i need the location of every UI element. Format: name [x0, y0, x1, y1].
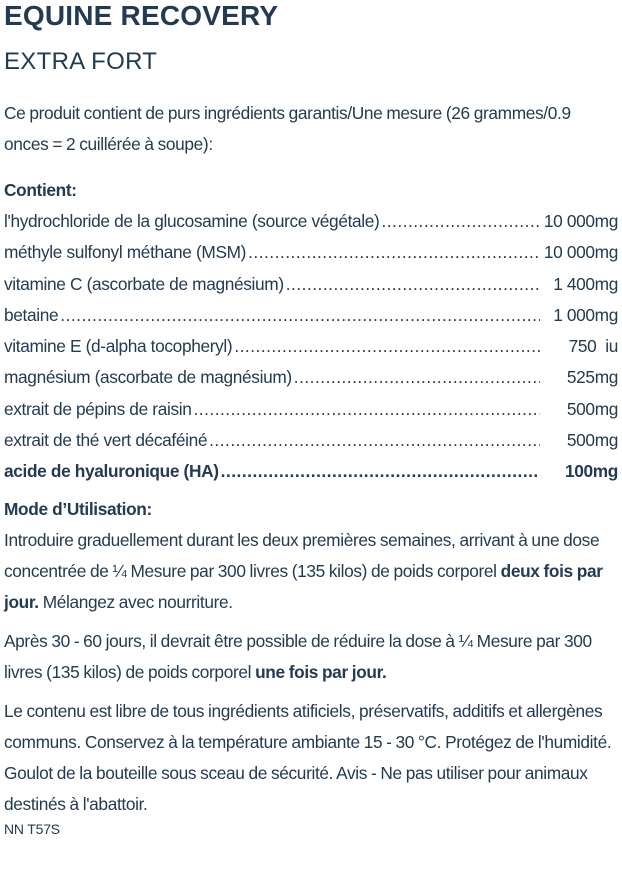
ingredient-row — [4, 425, 618, 456]
ingredient-amount: 500mg — [566, 398, 618, 419]
label-panel — [4, 0, 618, 838]
usage-heading: Mode d’Utilisation: — [4, 498, 152, 519]
ingredient-row — [4, 331, 618, 362]
ingredient-amount: 10 000mg — [543, 242, 618, 263]
leader-dots — [234, 331, 540, 362]
contents-heading: Contient: — [4, 180, 77, 200]
ingredient-row — [4, 237, 618, 268]
ingredient-name: l'hydrochloride de la glucosamine (source végétale) — [4, 211, 380, 231]
ingredient-amount: 100mg — [564, 461, 618, 482]
leader-dots — [221, 456, 540, 487]
leader-dots — [248, 237, 540, 268]
ingredient-name: magnésium (ascorbate de magnésium) — [4, 367, 292, 388]
usage-paragraph-3: Le contenu est libre de tous ingrédients atificiels, préservatifs, additifs et allergènes communs. Conservez à la température ambiante 15 - 30 °C. Protégez de l'humidité. Goulot de la bouteille sous sceau de sécurité. Avis - Ne pas utiliser pour animaux destinés à l'abattoir. — [4, 700, 612, 814]
ingredient-amount: 1 000mg — [553, 304, 618, 325]
usage-maintenance-frequency: une fois par jour. — [255, 661, 387, 682]
ingredient-name: vitamine C (ascorbate de magnésium) — [4, 273, 284, 294]
ingredient-amount: 500mg — [566, 430, 618, 451]
ingredient-row — [4, 300, 618, 331]
leader-dots — [286, 269, 540, 300]
usage-paragraph-2-text: Après 30 - 60 jours, il devrait être possible de réduire la dose à ¼ Mesure par 300 livres (135 kilos) de poids corporel — [4, 630, 592, 682]
ingredient-row-highlight — [4, 456, 618, 487]
product-title: EQUINE RECOVERY — [4, 0, 279, 31]
usage-paragraph-1-text: Introduire graduellement durant les deux premières semaines, arrivant à une dose concentrée de ¼ Mesure par 300 livres (135 kilos) de poids corporel — [4, 529, 600, 581]
usage-paragraph-2 — [4, 626, 618, 688]
leader-dots — [381, 206, 540, 237]
leader-dots — [209, 425, 540, 456]
product-code: NN T57S — [4, 820, 60, 837]
usage-dose-frequency: deux fois par jour. — [4, 560, 603, 612]
intro-text: Ce produit contient de purs ingrédients garantis/Une mesure (26 grammes/0.9 onces = 2 cuillérée à soupe): — [4, 103, 571, 154]
ingredient-row — [4, 269, 618, 300]
ingredient-name: extrait de thé vert décaféiné — [4, 430, 208, 451]
ingredient-list — [4, 206, 618, 488]
product-subtitle: EXTRA FORT — [4, 48, 158, 75]
usage-paragraph-1 — [4, 525, 618, 618]
ingredient-name: betaine — [4, 304, 59, 325]
ingredient-row — [4, 206, 618, 237]
ingredient-row — [4, 362, 618, 393]
usage-paragraph-1-after: Mélangez avec nourriture. — [38, 591, 233, 612]
ingredient-name: acide de hyaluronique (HA) — [4, 461, 219, 482]
leader-dots — [294, 362, 540, 393]
ingredient-amount: 1 400mg — [553, 273, 618, 294]
ingredient-name: extrait de pépins de raisin — [4, 398, 192, 419]
leader-dots — [193, 394, 540, 425]
ingredient-name: méthyle sulfonyl méthane (MSM) — [4, 242, 247, 263]
ingredient-name: vitamine E (d-alpha tocopheryl) — [4, 336, 233, 357]
ingredient-amount: 750 iu — [568, 336, 618, 357]
ingredient-amount: 10 000mg — [543, 211, 618, 231]
leader-dots — [60, 300, 540, 331]
ingredient-row — [4, 394, 618, 425]
ingredient-amount: 525mg — [566, 367, 618, 388]
